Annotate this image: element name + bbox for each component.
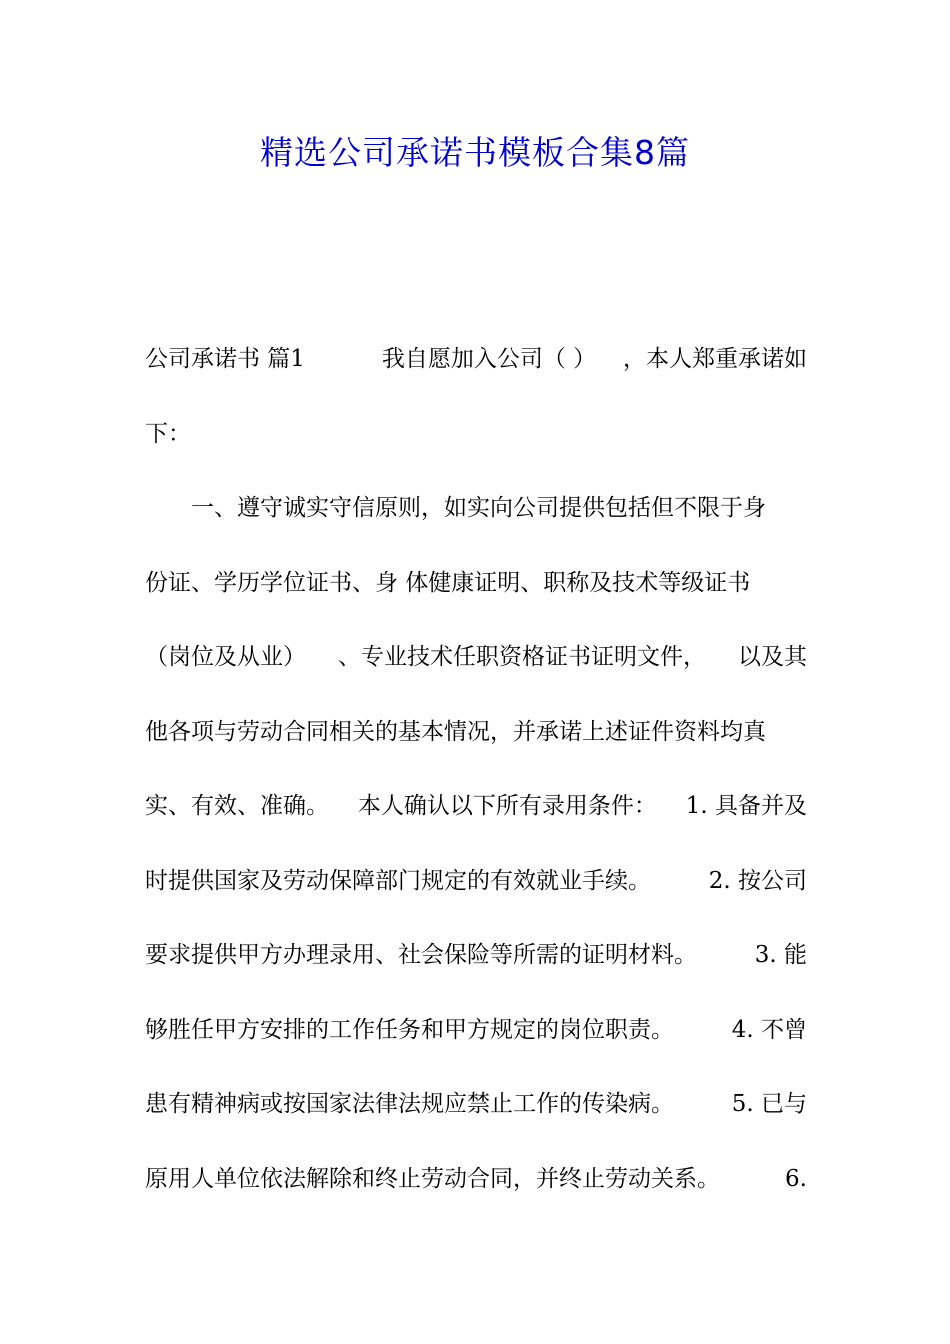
text-line — [145, 993, 807, 1068]
text-segment: 6. — [785, 1165, 807, 1192]
text-segment: 4. 不曾 — [731, 1016, 807, 1043]
text-line — [145, 471, 807, 546]
text-line — [145, 1142, 807, 1217]
text-segment: 时提供国家及劳动保障部门规定的有效就业手续。 — [145, 867, 651, 894]
document-title: 精选公司承诺书模板合集8篇 — [260, 133, 690, 172]
text-segment: 3. 能 — [754, 942, 807, 968]
text-segment: 我自愿加入公司（ ） — [381, 346, 597, 372]
text-segment: 够胜任甲方安排的工作任务和甲方规定的岗位职责。 — [145, 1016, 674, 1043]
text-line — [145, 546, 807, 621]
text-segment: 实、有效、准确。 — [145, 793, 329, 819]
text-segment: 患有精神病或按国家法律法规应禁止工作的传染病。 — [145, 1091, 674, 1117]
text-segment: 1. 具备并及 — [685, 793, 807, 819]
text-line — [145, 695, 807, 770]
text-segment: 、专业技术任职资格证书证明文件， — [338, 644, 706, 670]
text-segment: 以及其 — [738, 644, 807, 670]
text-line — [145, 322, 807, 397]
text-line — [145, 844, 807, 919]
intro-block — [145, 322, 807, 471]
text-segment: 2. 按公司 — [708, 867, 807, 894]
text-segment: 要求提供甲方办理录用、社会保险等所需的证明材料。 — [145, 942, 697, 968]
text-segment: 原用人单位依法解除和终止劳动合同，并终止劳动关系。 — [145, 1165, 720, 1192]
text-line — [145, 1067, 807, 1142]
text-segment: 下： — [145, 420, 191, 447]
text-segment: 公司承诺书 篇1 — [145, 346, 305, 372]
text-line — [145, 397, 807, 472]
text-segment: 本人确认以下所有录用条件： — [357, 793, 657, 819]
text-line — [145, 769, 807, 844]
text-segment: 一、遵守诚实守信原则，如实向公司提供包括但不限于身 — [145, 495, 766, 521]
text-segment: ，本人郑重承诺如 — [622, 346, 807, 372]
text-line — [145, 918, 807, 993]
text-segment: 5. 已与 — [731, 1091, 807, 1117]
paragraph-block — [145, 471, 807, 1216]
text-segment: 份证、学历学位证书、身 体健康证明、职称及技术等级证书 — [145, 569, 751, 596]
text-segment: 他各项与劳动合同相关的基本情况，并承诺上述证件资料均真 — [145, 718, 766, 745]
text-segment: （岗位及从业） — [145, 644, 306, 670]
text-line — [145, 620, 807, 695]
